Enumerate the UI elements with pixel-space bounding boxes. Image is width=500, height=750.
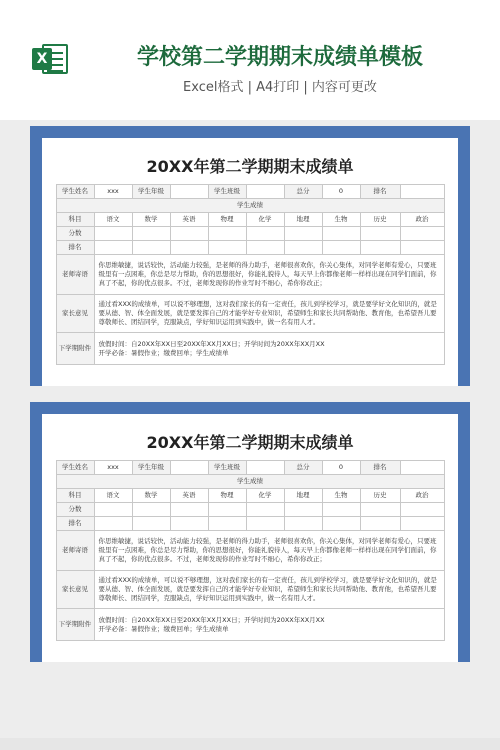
- rank-cell: [94, 517, 132, 531]
- score-cell: [360, 227, 400, 241]
- student-name-label: 学生姓名: [56, 461, 94, 475]
- student-class-label: 学生班级: [208, 461, 246, 475]
- next-term-label: 下学期附件: [56, 333, 94, 365]
- student-name-value: xxx: [94, 185, 132, 199]
- section-row: [56, 475, 444, 489]
- score-cell: [400, 503, 444, 517]
- preview-card-2: [30, 402, 470, 662]
- bottom-strip: [0, 738, 500, 750]
- subject-cell: 化学: [246, 489, 284, 503]
- rank-cell: [360, 517, 400, 531]
- next-term-text: [94, 609, 444, 641]
- subject-cell: 语文: [94, 489, 132, 503]
- score-cell: [322, 227, 360, 241]
- section-row: [56, 199, 444, 213]
- subject-row: [56, 213, 444, 227]
- subject-cell: 政治: [400, 213, 444, 227]
- subject-header: 科目: [56, 489, 94, 503]
- excel-x-badge: X: [32, 48, 52, 70]
- teacher-comment-text: 你思维敏捷，说话较快，活动能力较强，是老师的得力助手，老师很喜欢你，你关心集体，对同学老师有爱心，只要班级里有一点困难，你总是尽力帮助，你的思想很好，你能礼貌待人，每天早上你都像老师一样样出现在同学们面前，你真了不起，你的优点很多。不过，老师发现你的作业写时不细心，希你你改正；: [94, 531, 444, 571]
- score-row: [56, 227, 444, 241]
- student-name-value: xxx: [94, 461, 132, 475]
- parent-opinion-label: 家长意见: [56, 571, 94, 609]
- student-class-value: [246, 461, 284, 475]
- total-value: 0: [322, 461, 360, 475]
- rank-cell: [208, 517, 246, 531]
- rank-cell: [246, 517, 284, 531]
- subject-cell: 英语: [170, 489, 208, 503]
- parent-row: [56, 571, 444, 609]
- teacher-comment-label: 老师寄语: [56, 531, 94, 571]
- subject-cell: 化学: [246, 213, 284, 227]
- score-cell: [170, 503, 208, 517]
- rank-cell: [322, 517, 360, 531]
- score-cell: [132, 227, 170, 241]
- page-title: 学校第二学期期末成绩单模板: [136, 45, 423, 70]
- page-subtitle: Excel格式 | A4打印 | 内容可更改: [183, 80, 377, 95]
- subject-cell: 物理: [208, 213, 246, 227]
- score-row: [56, 503, 444, 517]
- rank-cell: [360, 241, 400, 255]
- student-class-value: [246, 185, 284, 199]
- rank-cell: [208, 241, 246, 255]
- rank-label: 排名: [360, 461, 400, 475]
- total-label: 总分: [284, 185, 322, 199]
- subject-cell: 地理: [284, 489, 322, 503]
- next-term-label: 下学期附件: [56, 609, 94, 641]
- score-cell: [284, 227, 322, 241]
- rank-cell: [170, 241, 208, 255]
- student-grade-label: 学生年级: [132, 185, 170, 199]
- subject-cell: 数学: [132, 489, 170, 503]
- score-label: 分数: [56, 227, 94, 241]
- sheet-page: [42, 138, 458, 386]
- sheet-page: [42, 414, 458, 662]
- school-essentials: 开学必备：暑假作业；缴费回单；学生成绩单: [98, 348, 229, 357]
- subject-rank-label: 排名: [56, 517, 94, 531]
- rank-value: [400, 185, 444, 199]
- vacation-dates: 放假时间：自20XX年XX日至20XX年XX月XX日；开学时间为20XX年XX月XX: [98, 615, 325, 624]
- parent-opinion-text: 通过看XXX的成绩单，可以说不够理想，这对我们家长的有一定责任，孩儿到学校学习，就是要学好文化知识的，就是要从德、智、体全面发展，就是要发挥自己的才能学好专业知识，希望师生和家长共同帮助他、教育他，也希望吾儿要尊敬师长、团结同学，克服缺点，学好知识运用到实践中，做一名有用人才。: [94, 295, 444, 333]
- section-label: 学生成绩: [56, 199, 444, 213]
- score-cell: [208, 503, 246, 517]
- subject-cell: 物理: [208, 489, 246, 503]
- subject-cell: 政治: [400, 489, 444, 503]
- student-name-label: 学生姓名: [56, 185, 94, 199]
- student-grade-value: [170, 461, 208, 475]
- rank-value: [400, 461, 444, 475]
- teacher-comment-text: 你思维敏捷，说话较快，活动能力较强，是老师的得力助手，老师很喜欢你，你关心集体，对同学老师有爱心，只要班级里有一点困难，你总是尽力帮助，你的思想很好，你能礼貌待人，每天早上你都像老师一样样出现在同学们面前，你真了不起，你的优点很多。不过，老师发现你的作业写时不细心，希你你改正；: [94, 255, 444, 295]
- score-cell: [400, 227, 444, 241]
- score-label: 分数: [56, 503, 94, 517]
- score-cell: [208, 227, 246, 241]
- score-cell: [246, 227, 284, 241]
- rank-cell: [400, 241, 444, 255]
- vacation-dates: 放假时间：自20XX年XX日至20XX年XX月XX日；开学时间为20XX年XX月XX: [98, 339, 325, 348]
- score-cell: [94, 227, 132, 241]
- section-label: 学生成绩: [56, 475, 444, 489]
- rank-cell: [284, 517, 322, 531]
- subject-cell: 历史: [360, 213, 400, 227]
- score-cell: [170, 227, 208, 241]
- plan-row: [56, 609, 444, 641]
- score-cell: [322, 503, 360, 517]
- total-label: 总分: [284, 461, 322, 475]
- subject-rank-row: [56, 517, 444, 531]
- subject-cell: 数学: [132, 213, 170, 227]
- rank-cell: [132, 241, 170, 255]
- rank-cell: [170, 517, 208, 531]
- report-table: [56, 460, 445, 641]
- parent-opinion-text: 通过看XXX的成绩单，可以说不够理想，这对我们家长的有一定责任，孩儿到学校学习，就是要学好文化知识的，就是要从德、智、体全面发展，就是要发挥自己的才能学好专业知识，希望师生和家长共同帮助他、教育他，也希望吾儿要尊敬师长、团结同学，克服缺点，学好知识运用到实践中，做一名有用人才。: [94, 571, 444, 609]
- rank-cell: [400, 517, 444, 531]
- score-cell: [94, 503, 132, 517]
- subject-cell: 历史: [360, 489, 400, 503]
- parent-row: [56, 295, 444, 333]
- rank-cell: [284, 241, 322, 255]
- header: [0, 0, 500, 120]
- next-term-text: [94, 333, 444, 365]
- total-value: 0: [322, 185, 360, 199]
- subject-cell: 英语: [170, 213, 208, 227]
- plan-row: [56, 333, 444, 365]
- parent-opinion-label: 家长意见: [56, 295, 94, 333]
- school-essentials: 开学必备：暑假作业；缴费回单；学生成绩单: [98, 624, 229, 633]
- preview-card-1: [30, 126, 470, 386]
- subject-rank-row: [56, 241, 444, 255]
- score-cell: [246, 503, 284, 517]
- rank-cell: [322, 241, 360, 255]
- score-cell: [132, 503, 170, 517]
- student-class-label: 学生班级: [208, 185, 246, 199]
- score-cell: [284, 503, 322, 517]
- subject-cell: 生物: [322, 213, 360, 227]
- teacher-row: [56, 255, 444, 295]
- rank-label: 排名: [360, 185, 400, 199]
- subject-row: [56, 489, 444, 503]
- teacher-comment-label: 老师寄语: [56, 255, 94, 295]
- student-grade-value: [170, 185, 208, 199]
- score-cell: [360, 503, 400, 517]
- rank-cell: [246, 241, 284, 255]
- subject-cell: 生物: [322, 489, 360, 503]
- info-row: [56, 461, 444, 475]
- subject-cell: 地理: [284, 213, 322, 227]
- teacher-row: [56, 531, 444, 571]
- subject-header: 科目: [56, 213, 94, 227]
- info-row: [56, 185, 444, 199]
- sheet-title: 20XX年第二学期期末成绩单: [146, 433, 354, 452]
- rank-cell: [132, 517, 170, 531]
- excel-icon: [32, 42, 70, 76]
- student-grade-label: 学生年级: [132, 461, 170, 475]
- subject-rank-label: 排名: [56, 241, 94, 255]
- sheet-title: 20XX年第二学期期末成绩单: [146, 157, 354, 176]
- subject-cell: 语文: [94, 213, 132, 227]
- rank-cell: [94, 241, 132, 255]
- report-table: [56, 184, 445, 365]
